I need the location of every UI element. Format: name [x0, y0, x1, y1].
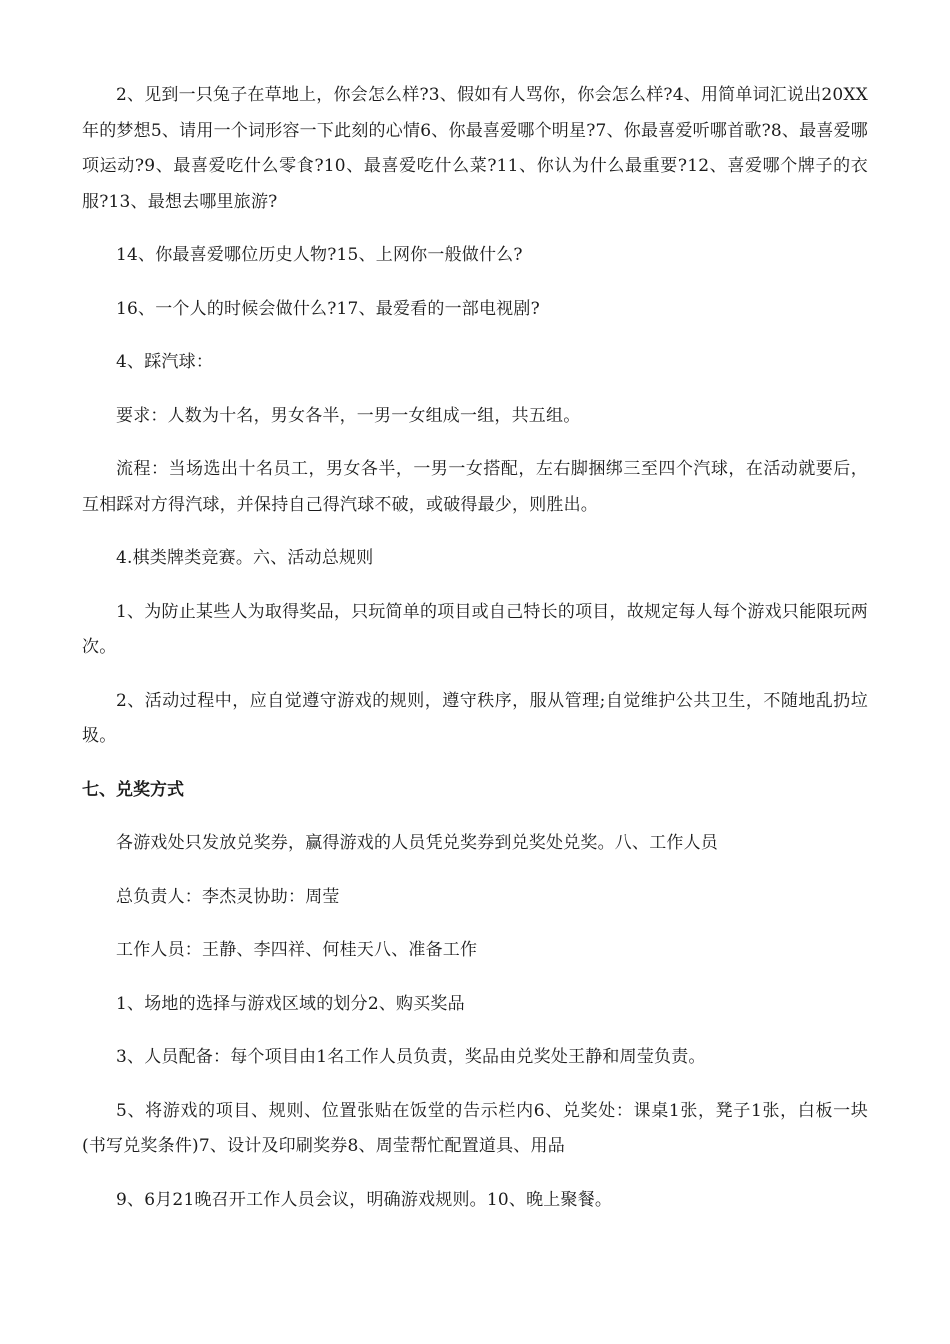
section-heading-redeem: 七、兑奖方式 [82, 779, 184, 800]
paragraph-questions: 2、见到一只兔子在草地上，你会怎么样?3、假如有人骂你，你会怎么样?4、用简单词汇说出20XX年的梦想5、请用一个词形容一下此刻的心情6、你最喜爱哪个明星?7、你最喜爱听哪首歌?8、最喜爱哪项运动?9、最喜爱吃什么零食?10、最喜爱吃什么菜?11、你认为什么最重要?12、喜爱哪个牌子的衣服?13、最想去哪里旅游? [82, 85, 868, 212]
paragraph-balloon-title: 4、踩汽球： [116, 352, 214, 372]
paragraph-prep-5: 5、将游戏的项目、规则、位置张贴在饭堂的告示栏内6、兑奖处：课桌1张，凳子1张，白板一块(书写兑奖条件)7、设计及印刷奖券8、周莹帮忙配置道具、用品 [82, 1100, 868, 1156]
paragraph-rule-1: 1、为防止某些人为取得奖品，只玩简单的项目或自己特长的项目，故规定每人每个游戏只能限玩两次。 [82, 601, 868, 657]
paragraph-prep-3: 3、人员配备：每个项目由1名工作人员负责，奖品由兑奖处王静和周莹负责。 [116, 1047, 706, 1067]
paragraph-manager: 总负责人：李杰灵协助：周莹 [116, 886, 340, 907]
paragraph-rule-2: 2、活动过程中，应自觉遵守游戏的规则，遵守秩序，服从管理;自觉维护公共卫生，不随地乱扔垃圾。 [82, 690, 868, 746]
paragraph-requirements: 要求：人数为十名，男女各半，一男一女组成一组，共五组。 [116, 405, 581, 426]
paragraph-chess-rules: 4.棋类牌类竞赛。六、活动总规则 [116, 548, 374, 568]
paragraph-redeem: 各游戏处只发放兑奖券，赢得游戏的人员凭兑奖券到兑奖处兑奖。八、工作人员 [116, 833, 718, 853]
paragraph-prep-9: 9、6月21晚召开工作人员会议，明确游戏规则。10、晚上聚餐。 [116, 1189, 613, 1210]
paragraph-staff: 工作人员：王静、李四祥、何桂天八、准备工作 [116, 940, 478, 960]
paragraph-questions-3: 16、一个人的时候会做什么?17、最爱看的一部电视剧? [116, 298, 540, 319]
paragraph-prep-1: 1、场地的选择与游戏区域的划分2、购买奖品 [116, 993, 465, 1014]
document-page [82, 78, 868, 1218]
paragraph-process: 流程：当场选出十名员工，男女各半，一男一女搭配，左右脚捆绑三至四个汽球，在活动就要后，互相踩对方得汽球，并保持自己得汽球不破，或破得最少，则胜出。 [82, 459, 868, 515]
paragraph-questions-2: 14、你最喜爱哪位历史人物?15、上网你一般做什么? [116, 245, 523, 265]
